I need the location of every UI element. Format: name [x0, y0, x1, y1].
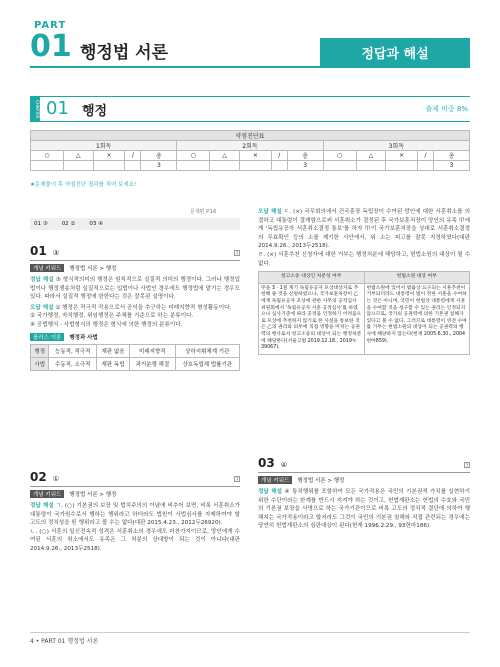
question-answer: ③ — [52, 249, 59, 257]
cell[interactable] — [356, 161, 386, 171]
cell: 상호독립체 법률기관 — [175, 357, 239, 370]
cell[interactable] — [271, 161, 287, 171]
cell: 미래지향적 — [130, 344, 176, 357]
mark: ○ — [31, 151, 64, 161]
cell[interactable] — [323, 161, 356, 171]
keyword-tag: 개념 키워드 — [30, 490, 64, 498]
cell[interactable] — [125, 161, 141, 171]
paragraph: ㄷ. (×) 국무회의에서 건국훈장 독립장이 수여된 망인에 대한 서훈취소를 의결하고 대통령이 결재함으로써 서훈취소가 결정된 후 국가보훈처장이 망인의 유족 甲에게 '독립유공자 서훈취소결정 통보'를 하자 甲이 국가보훈처장을 상대로 서훈취소결정의 무효확인 등의 소를 제기한 사안에서, 위 소는 피고를 잘못 지정하였다(대판 2014.9.26., 2013두2518). — [258, 209, 471, 250]
comparison-table — [258, 271, 470, 355]
keyword-text: 행정법 서론 > 행정 — [69, 492, 117, 498]
mark: × — [386, 151, 418, 161]
page-footer: 4 • PART 01 행정법 서론 — [30, 638, 99, 645]
paragraph: ② 국가행정, 자치행정, 위임행정은 주체를 기준으로 하는 분류이다. — [30, 313, 194, 320]
chapter-number: 01 — [46, 98, 69, 119]
question-number: 03 — [258, 456, 275, 470]
part-label: PART — [34, 20, 67, 31]
header-divider — [30, 66, 470, 68]
cell: 능동적, 적극적 — [49, 344, 97, 357]
cell[interactable] — [418, 161, 434, 171]
row-header: 행정 — [31, 344, 49, 357]
tag: 오답 해설 — [30, 304, 54, 311]
weak-diagnosis-table — [30, 130, 470, 171]
keyword-tag: 개념 키워드 — [258, 476, 292, 484]
cell[interactable] — [63, 161, 93, 171]
column-header: 헌법소원 대상 여부 — [364, 272, 470, 284]
paragraph: ㄴ. (○) 서훈의 일신전속적 성격은 서훈취소의 경우에도 마찬가지이므로, 망인에게 수여된 서훈의 취소에서도 유족은 그 처분의 상대방이 되는 것이 아니다(대판 2014.9.26., 2013두2518). — [30, 528, 240, 552]
mark: △ — [210, 151, 240, 161]
paragraph: ① 행정은 적극적 작용으로서 공익을 추구하는 미래지향적 형성활동이다. — [55, 304, 232, 311]
mark: / — [418, 151, 434, 161]
chapter-tag: CHAPTER — [30, 96, 40, 122]
body-text — [30, 304, 240, 313]
part-title: 행정법 서론 — [80, 43, 169, 63]
cell[interactable] — [93, 161, 125, 171]
paragraph: ㄹ. (×) 서훈추천 신청자에 대한 거부는 행정처분에 해당하고, 헌법소원의 대상이 될 수 없다. — [258, 251, 470, 267]
cell: 재판 없음 — [97, 344, 130, 357]
tag: 정답 해설 — [30, 503, 54, 509]
question-01 — [30, 244, 240, 371]
weak-note: ★문제풀이 후 약점진단 결과를 적어 보세요! — [30, 182, 137, 188]
cell[interactable] — [31, 161, 64, 171]
check-icon: ? — [235, 477, 239, 482]
answer-item: 01 ③ — [34, 221, 48, 227]
answer-reference: 문제편 P.16 — [190, 209, 217, 215]
divider — [30, 486, 240, 487]
keyword-text: 행정법 서론 > 행정 — [69, 266, 117, 272]
answer-item: 02 ① — [61, 221, 76, 227]
divider — [258, 472, 470, 473]
cell: 상하지휘체계 기관 — [175, 344, 239, 357]
paragraph: ④ 공법행식 · 사법형식의 행정은 형식에 의한 행정의 분류이다. — [30, 321, 183, 328]
question-answer: ④ — [280, 461, 287, 469]
round-1: 1회독 — [31, 141, 177, 151]
cell[interactable] — [239, 161, 271, 171]
tag: 오답 해설 — [258, 209, 282, 215]
cell: 재판 독립 — [97, 357, 130, 370]
question-answer: ① — [52, 475, 59, 483]
paragraph: ④ 통치행위를 포함하여 모든 국가작용은 국민의 기본권적 가치를 실현하기 위한 수단이라는 한계를 반드시 지켜야 하는 것이고, 헌법재판소는 헌법의 수호와 국민의 기본권 보장을 사명으로 하는 국가기관이므로 비록 고도의 정치적 결단에 의하여 행해지는 국가작용이라고 할지라도 그것이 국민의 기본권 침해와 직접 관련되는 경우에는 당연히 헌법재판소의 심판대상이 된다(헌재 1996.2.29., 93헌마186). — [258, 489, 470, 530]
total: 3 — [287, 161, 323, 171]
mark: 총 — [434, 151, 470, 161]
answer-item: 03 ④ — [89, 221, 104, 227]
weak-table-title: 약점진단표 — [31, 131, 470, 141]
mark: / — [271, 151, 287, 161]
round-3: 3회독 — [323, 141, 469, 151]
mark: 총 — [287, 151, 323, 161]
mark: △ — [356, 151, 386, 161]
tag: 정답 해설 — [30, 277, 54, 283]
total: 3 — [434, 161, 470, 171]
mark: × — [93, 151, 125, 161]
body-text — [30, 502, 240, 528]
question-number: 02 — [30, 470, 47, 484]
mark: ○ — [177, 151, 210, 161]
footer-divider — [30, 632, 470, 633]
plus-theory — [30, 333, 240, 341]
mark: / — [125, 151, 141, 161]
paragraph: ③ 형식적의미의 행정은 원칙적으로 실질적 의미의 행정이다. 그러나 행정입법이나 행정쟁송처럼 실질적으로는 입법이나 사법인 경우에도 행정법에 맡기는 경우도 있다. 따라서 실질적 행정에 한한다는 것은 잘못된 설명이다. — [30, 277, 240, 301]
mark: ○ — [323, 151, 356, 161]
chapter-name: 행정 — [82, 104, 108, 119]
paragraph: ㄱ. (○) 기본권의 보장 및 법치주의의 이념에 비추어 보면, 비록 서훈취소가 대통령이 국가원수로서 행하는 행위라고 하더라도 법원이 사법심사를 자제하여야 할 고도의 정치성을 띤 행위라고 볼 수는 없다(대판 2015.4.23., 2012두26920). — [30, 503, 241, 527]
keyword-text: 행정법 서론 > 행정 — [297, 478, 345, 484]
question-02 — [30, 470, 240, 554]
plus-title: 행정과 사법 — [69, 334, 98, 341]
check-icon: ? — [465, 463, 469, 468]
body-text — [258, 208, 470, 251]
total: 3 — [141, 161, 177, 171]
cell: 과거분쟁 해결 — [130, 357, 176, 370]
mark: × — [239, 151, 271, 161]
mark: 총 — [141, 151, 177, 161]
question-number: 01 — [30, 244, 47, 258]
cell: 수동적, 소극적 — [49, 357, 97, 370]
chapter-rate: 출제 비중 8% — [425, 105, 468, 113]
tag: 정답 해설 — [258, 489, 283, 495]
cell: 헌법소원에 있어서 법률상 요구되는 서훈추천이 거부되더라도 대통령이 법이 정한 서훈을 수여하는 것은 아니며, 국민이 헌법상 대통령에게 서훈을 수여할 것을 청구할 수 있는 권리는 인정되지 않으므로, 국가의 공권력에 의한 기본권 침해가 있다고 볼 수 없다. 그러므로 대통령이 영전 수여를 거부는 헌법소원의 대상이 되는 공권력의 행사에 해당하지 않는다(헌재 2005.6.30., 2004헌마859). — [364, 283, 470, 354]
cell[interactable] — [177, 161, 210, 171]
plus-table — [30, 344, 240, 371]
mark: △ — [63, 151, 93, 161]
body-text — [30, 276, 240, 302]
keyword-tag: 개념 키워드 — [30, 264, 64, 272]
keyword — [30, 264, 240, 272]
cell: 甲을 3 · 1절 계기 독립유공자 포상대상자로 추천해 줄 것을 신청하였으나, 국가보훈처장이 乙에게 독립유공자 포상에 관한 사무의 공적심사 위원회에서 '독립유공자 서훈 공적심사'를 하였으나 심사기준에 따라 공적을 인정하기 어려움으로 포상에 추천하지 않기로 한 사실을 통보한 것은 乙의 권리와 의무에 직접 영향을 미치는 공권력의 행사로서 항고소송의 대상이 되는 행정처분에 해당한다(서울고법 2019.12.18., 2019누39067). — [259, 283, 365, 354]
keyword — [258, 476, 470, 484]
column-header: 항고소송 대상인 처분성 여부 — [259, 272, 365, 284]
cell[interactable] — [210, 161, 240, 171]
keyword — [30, 490, 240, 498]
answer-row — [30, 218, 240, 230]
plus-tag: 플러스 이론 — [30, 333, 64, 341]
part-number: 01 — [30, 29, 72, 64]
question-03 — [258, 456, 470, 531]
row-header: 사법 — [31, 357, 49, 370]
right-column — [258, 208, 470, 355]
body-text — [258, 488, 470, 531]
answer-tab: 정답과 해설 — [320, 38, 470, 66]
check-icon: ? — [235, 251, 239, 256]
cell[interactable] — [386, 161, 418, 171]
divider — [30, 260, 240, 261]
round-2: 2회독 — [177, 141, 323, 151]
